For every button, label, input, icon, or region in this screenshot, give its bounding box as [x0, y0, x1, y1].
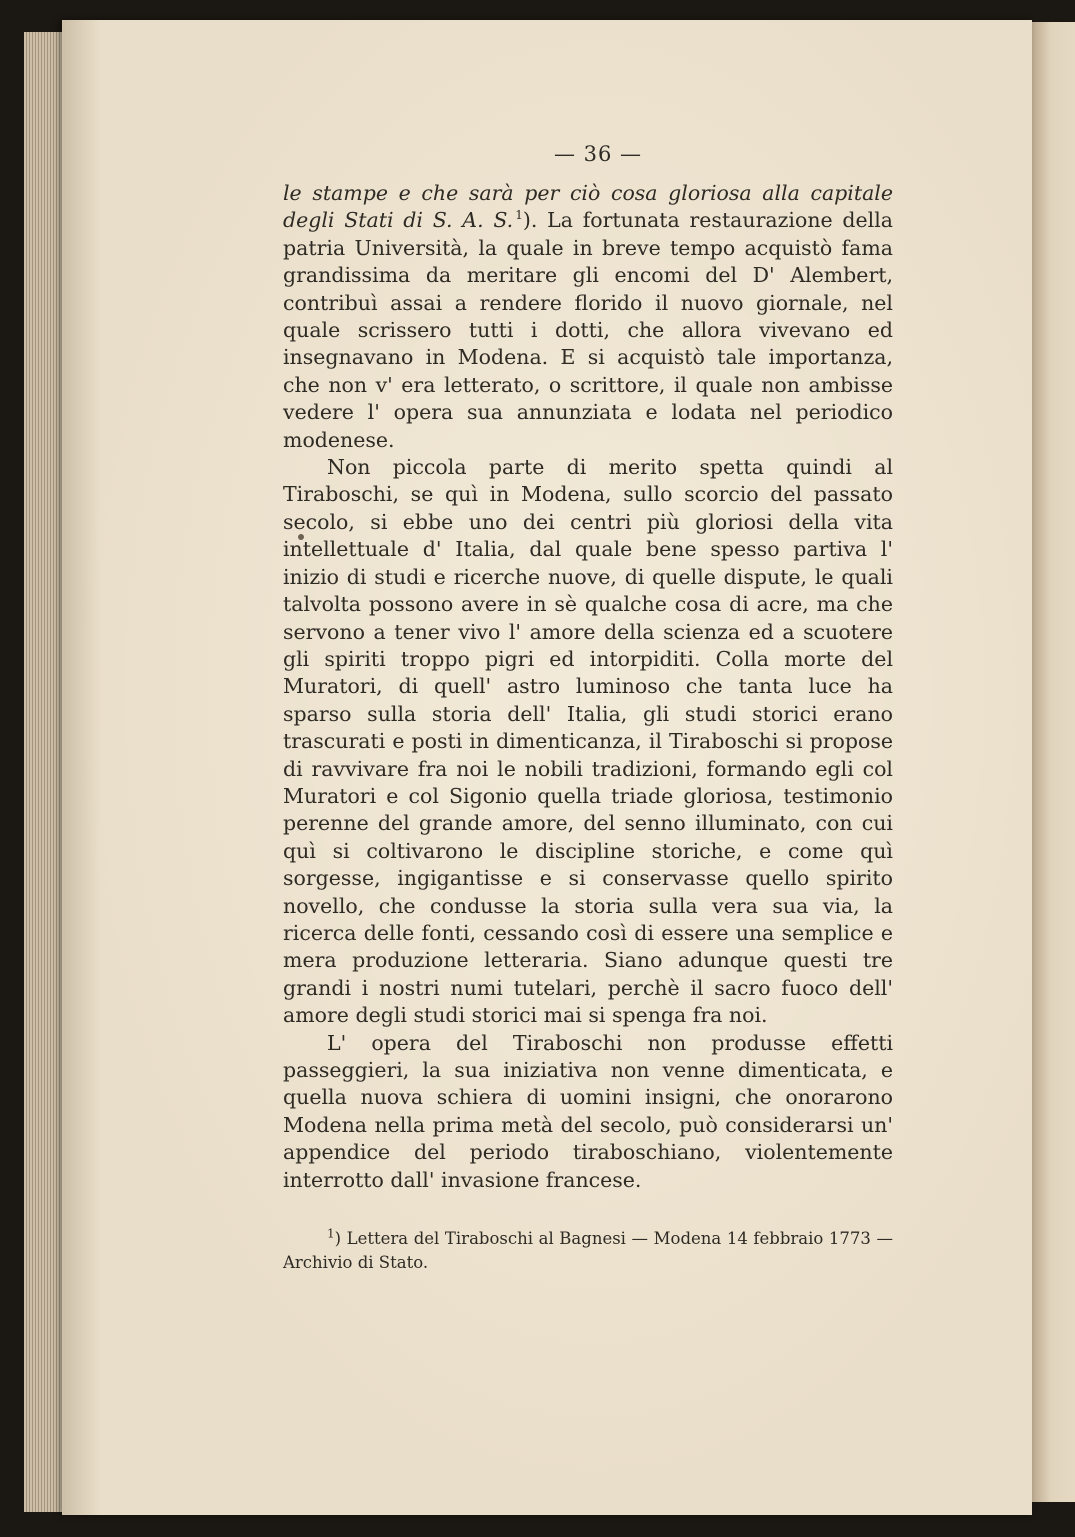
- paragraph-3: L' opera del Tiraboschi non produsse effetti passeggieri, la sua iniziativa non venne dimenticata, e quella nuova schiera di uomini insigni, che onorarono Modena nella prima metà del secolo, può considerarsi un' appendice del periodo tiraboschiano, violentemente interrotto dall' invasione francese.: [283, 1030, 893, 1192]
- facing-page-edge: [1030, 22, 1075, 1502]
- footnote-text: ) Lettera del Tiraboschi al Bagnesi — Modena 14 febbraio 1773 — Archivio di Stato.: [283, 1229, 893, 1273]
- body-text: [283, 180, 893, 1194]
- italic-lead: le stampe e che sarà per ciò cosa gloriosa alla capitale degli Stati di S. A. S.: [283, 181, 893, 233]
- footnote-marker: 1: [327, 1226, 335, 1241]
- page-number: — 36 —: [553, 142, 643, 166]
- paragraph-1: [283, 180, 893, 454]
- paragraph-2: Non piccola parte di merito spetta quindi al Tiraboschi, se quì in Modena, sullo scorcio del passato secolo, si ebbe uno dei centri più gloriosi della vita intellettuale d' Italia, dal quale bene spesso partiva l' inizio di studi e ricerche nuove, di quelle dispute, le quali talvolta possono avere in sè qualche cosa di acre, ma che servono a tener vivo l' amore della scienza ed a scuotere gli spiriti troppo pigri ed intorpiditi. Colla morte del Muratori, di quell' astro luminoso che tanta luce ha sparso sulla storia dell' Italia, gli studi storici erano trascurati e posti in dimenticanza, il Tiraboschi si propose di ravvivare fra noi le nobili tradizioni, formando egli col Muratori e col Sigonio quella triade gloriosa, testimonio perenne del grande amore, del senno illuminato, con cui quì si coltivarono le discipline storiche, e come quì sorgesse, ingigantisse e si conservasse quello spirito novello, che condusse la storia sulla vera sua via, la ricerca delle fonti, cessando così di essere una semplice e mera produzione letteraria. Siano adunque questi tre grandi i nostri numi tutelari, perchè il sacro fuoco dell' amore degli studi storici mai si spenga fra noi.: [283, 455, 893, 1028]
- text-column: [283, 142, 893, 1275]
- footnote: [283, 1227, 893, 1275]
- paragraph-1-text: ). La fortunata restaurazione della patria Università, la quale in breve tempo acquistò fama grandissima da meritare gli encomi del D' Alembert, contribuì assai a rendere florido il nuovo giornale, nel quale scrissero tutti i dotti, che allora vivevano ed insegnavano in Modena. E si acquistò tale importanza, che non v' era letterato, o scrittore, il quale non ambisse vedere l' opera sua annunziata e lodata nel periodico modenese.: [283, 208, 893, 452]
- footnote-ref: 1: [515, 208, 523, 223]
